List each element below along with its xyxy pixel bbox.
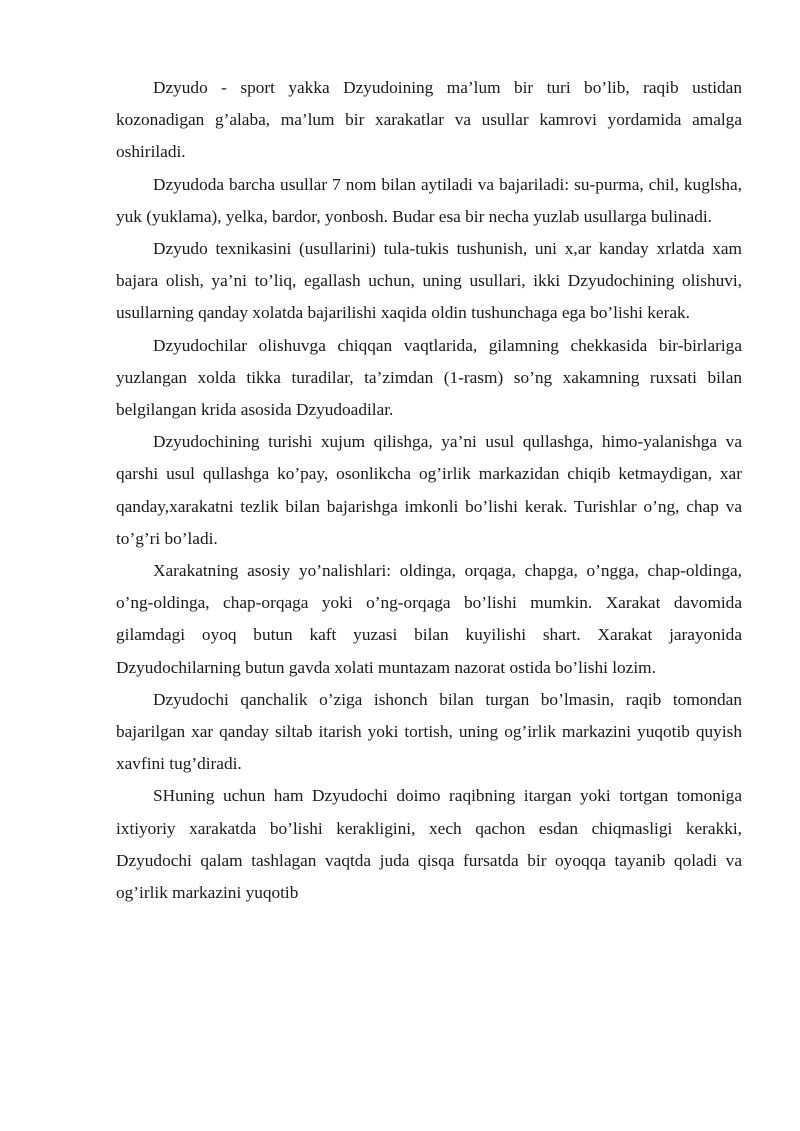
paragraph-6: Xarakatning asosiy yo’nalishlari: oldinga, orqaga, chapga, o’ngga, chap-oldinga, o’ng-oldinga, chap-orqaga yoki o’ng-orqaga bo’lishi mumkin. Xarakat davomida gilamdagi oyoq butun kaft yuzasi bilan kuyilishi shart. Xarakat jarayonida Dzyudochilarning butun gavda xolati muntazam nazorat ostida bo’lishi lozim. [116,561,742,677]
paragraph-4: Dzyudochilar olishuvga chiqqan vaqtlarida, gilamning chekkasida bir-birlariga yuzlangan xolda tikka turadilar, ta’zimdan (1-rasm) so’ng xakamning ruxsati bilan belgilangan krida asosida Dzyudoadilar. [116,335,742,420]
paragraph-2: Dzyudoda barcha usullar 7 nom bilan aytiladi va bajariladi: su-purma, chil, kuglsha, yuk (yuklama), yelka, bardor, yonbosh. Budar esa bir necha yuzlab usullarga bulinadi. [116,174,742,226]
paragraph-5: Dzyudochining turishi xujum qilishga, ya’ni usul qullashga, himo-yalanishga va qarshi usul qullashga ko’pay, osonlikcha og’irlik markazidan chiqib ketmaydigan, xar qanday,xarakatni tezlik bilan bajarishga imkonli bo’lishi kerak. Turishlar o’ng, chap va to’g’ri bo’ladi. [116,432,742,548]
paragraph-8: SHuning uchun ham Dzyudochi doimo raqibning itargan yoki tortgan tomoniga ixtiyoriy xarakatda bo’lishi kerakligini, xech qachon esdan chiqmasligi kerakki, Dzyudochi qalam tashlagan vaqtda juda qisqa fursatda bir oyoqqa tayanib qoladi va og’irlik markazini yuqotib [116,786,742,903]
paragraph-3: Dzyudo texnikasini (usullarini) tula-tukis tushunish, uni x,ar kanday xrlatda xam bajara olish, ya’ni to’liq, egallash uchun, uning usullari, ikki Dzyudochining olishuvi, usullarning qanday xolatda bajarilishi xaqida oldin tushunchaga ega bo’lishi kerak. [116,239,742,323]
document-page [116,72,742,909]
paragraph-1: Dzyudo - sport yakka Dzyudoining ma’lum bir turi bo’lib, raqib ustidan kozonadigan g’alaba, ma’lum bir xarakatlar va usullar kamrovi yordamida amalga oshiriladi. [116,78,742,162]
paragraph-7: Dzyudochi qanchalik o’ziga ishonch bilan turgan bo’lmasin, raqib tomondan bajarilgan xar qanday siltab itarish yoki tortish, uning og’irlik markazini yuqotib quyish xavfini tug’diradi. [116,689,742,774]
